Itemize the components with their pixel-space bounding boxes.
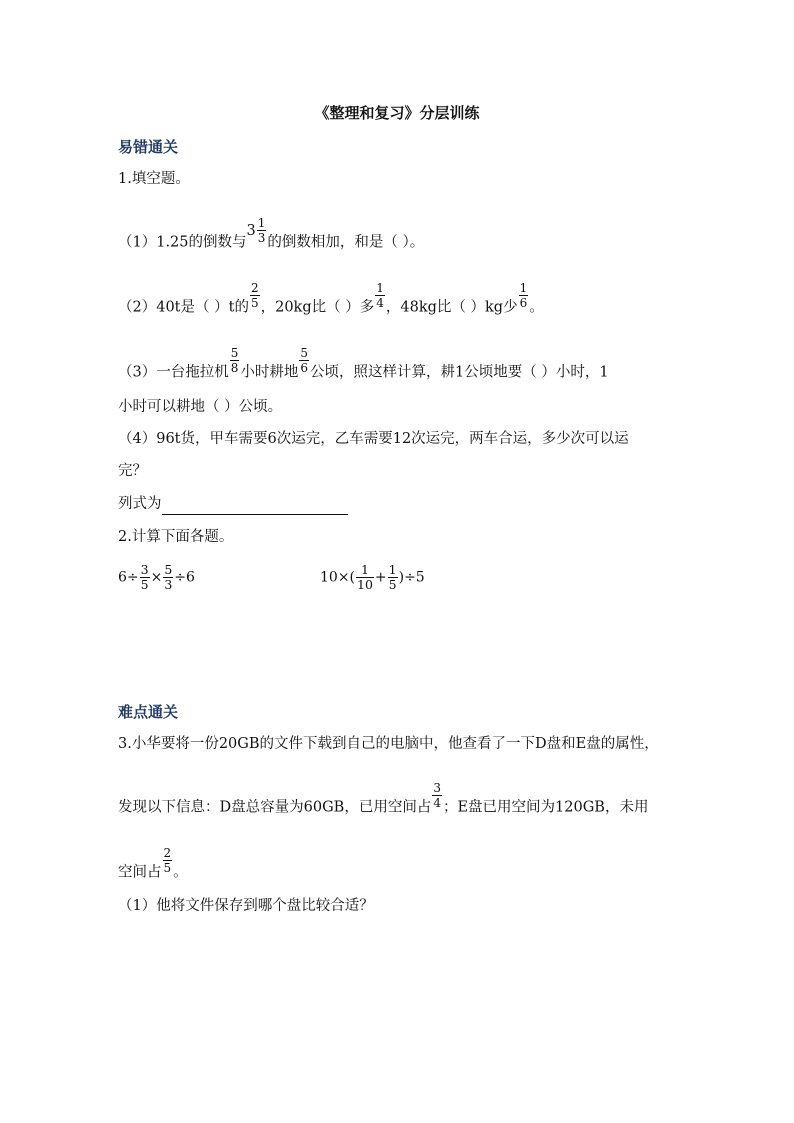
- q2e1-text-c: ÷6: [174, 569, 195, 586]
- q1p1-mixed-whole: 3: [246, 222, 256, 239]
- section-heading-easy-mistakes: 易错通关: [118, 138, 179, 156]
- q3-line3-text-a: 空间占: [118, 864, 162, 881]
- q1p1-text-a: （1）1.25的倒数与: [118, 234, 247, 251]
- q1p1-fraction: $\frac{1}{3}$: [257, 216, 266, 245]
- q2-expression-1: [118, 563, 195, 592]
- question-1-part-4-formula: [118, 493, 348, 515]
- q1p3-text-c: 公顷，照这样计算，耕1公顷地要（ ）小时，1: [310, 364, 609, 381]
- q2e1-fraction-1: $\frac{3}{5}$: [140, 562, 149, 592]
- q1p2-text-d: 。: [529, 299, 544, 316]
- question-3-sub-1: （1）他将文件保存到哪个盘比较合适？: [118, 898, 374, 914]
- q1p3-text-b: 小时耕地: [240, 364, 299, 381]
- question-3-line-2: [118, 781, 649, 822]
- q2e2-op: +: [374, 569, 387, 586]
- q1p2-text-c: ，48kg比（ ）kg少: [385, 299, 518, 316]
- q1p2-fraction-3: $\frac{1}{6}$: [519, 281, 528, 310]
- q2e1-fraction-2: $\frac{5}{3}$: [164, 562, 173, 592]
- question-1-heading: 1.填空题。: [118, 171, 190, 187]
- formula-answer-blank[interactable]: [162, 500, 348, 515]
- q3-fraction-1: $\frac{3}{4}$: [433, 781, 441, 810]
- formula-label: 列式为: [118, 496, 162, 512]
- question-2-heading: 2.计算下面各题。: [118, 529, 234, 545]
- section-heading-difficult-points: 难点通关: [118, 703, 179, 721]
- question-1-part-1: [118, 216, 425, 257]
- q1p3-fraction-1: $\frac{5}{8}$: [230, 346, 239, 375]
- q1p2-text-a: （2）40t是（ ）t的: [118, 299, 249, 316]
- q2e1-text-a: 6÷: [118, 569, 139, 586]
- question-1-part-2: [118, 281, 544, 322]
- q1p3-text-a: （3）一台拖拉机: [118, 364, 229, 381]
- q1p2-fraction-1: $\frac{2}{5}$: [250, 281, 259, 310]
- question-1-part-4-line-2: 完？: [118, 463, 147, 479]
- q2e2-text-c: )÷5: [398, 569, 425, 586]
- q3-line2-text-b: ；E盘已用空间为120GB，未用: [442, 799, 649, 816]
- q3-line3-text-b: 。: [173, 864, 188, 881]
- q1p2-fraction-2: $\frac{1}{4}$: [376, 281, 384, 310]
- q2-expression-2: [320, 563, 425, 592]
- question-1-part-4-line-1: （4）96t货，甲车需要6次运完，乙车需要12次运完，两车合运，多少次可以运: [118, 431, 629, 447]
- q2e2-fraction-2: $\frac{1}{5}$: [388, 562, 397, 592]
- q2e2-fraction-1: $\frac{1}{10}$: [357, 562, 373, 592]
- q2e2-text-a: 10×(: [320, 569, 356, 586]
- question-3-line-1: 3.小华要将一份20GB的文件下载到自己的电脑中，他查看了一下D盘和E盘的属性，: [118, 736, 659, 752]
- q2e1-op: ×: [150, 569, 163, 586]
- q1p2-text-b: ，20kg比（ ）多: [260, 299, 375, 316]
- q1p1-text-b: 的倒数相加，和是（ ）。: [267, 234, 425, 251]
- q3-fraction-2: $\frac{2}{5}$: [163, 846, 172, 875]
- question-1-part-3-line-1: [118, 346, 609, 387]
- q1p3-fraction-2: $\frac{5}{6}$: [300, 346, 309, 375]
- question-1-part-3-line-2: 小时可以耕地（ ）公顷。: [118, 399, 283, 415]
- question-3-line-3: [118, 846, 188, 887]
- page-title: 《整理和复习》分层训练: [314, 104, 480, 122]
- q3-line2-text-a: 发现以下信息：D盘总容量为60GB，已用空间占: [118, 799, 432, 816]
